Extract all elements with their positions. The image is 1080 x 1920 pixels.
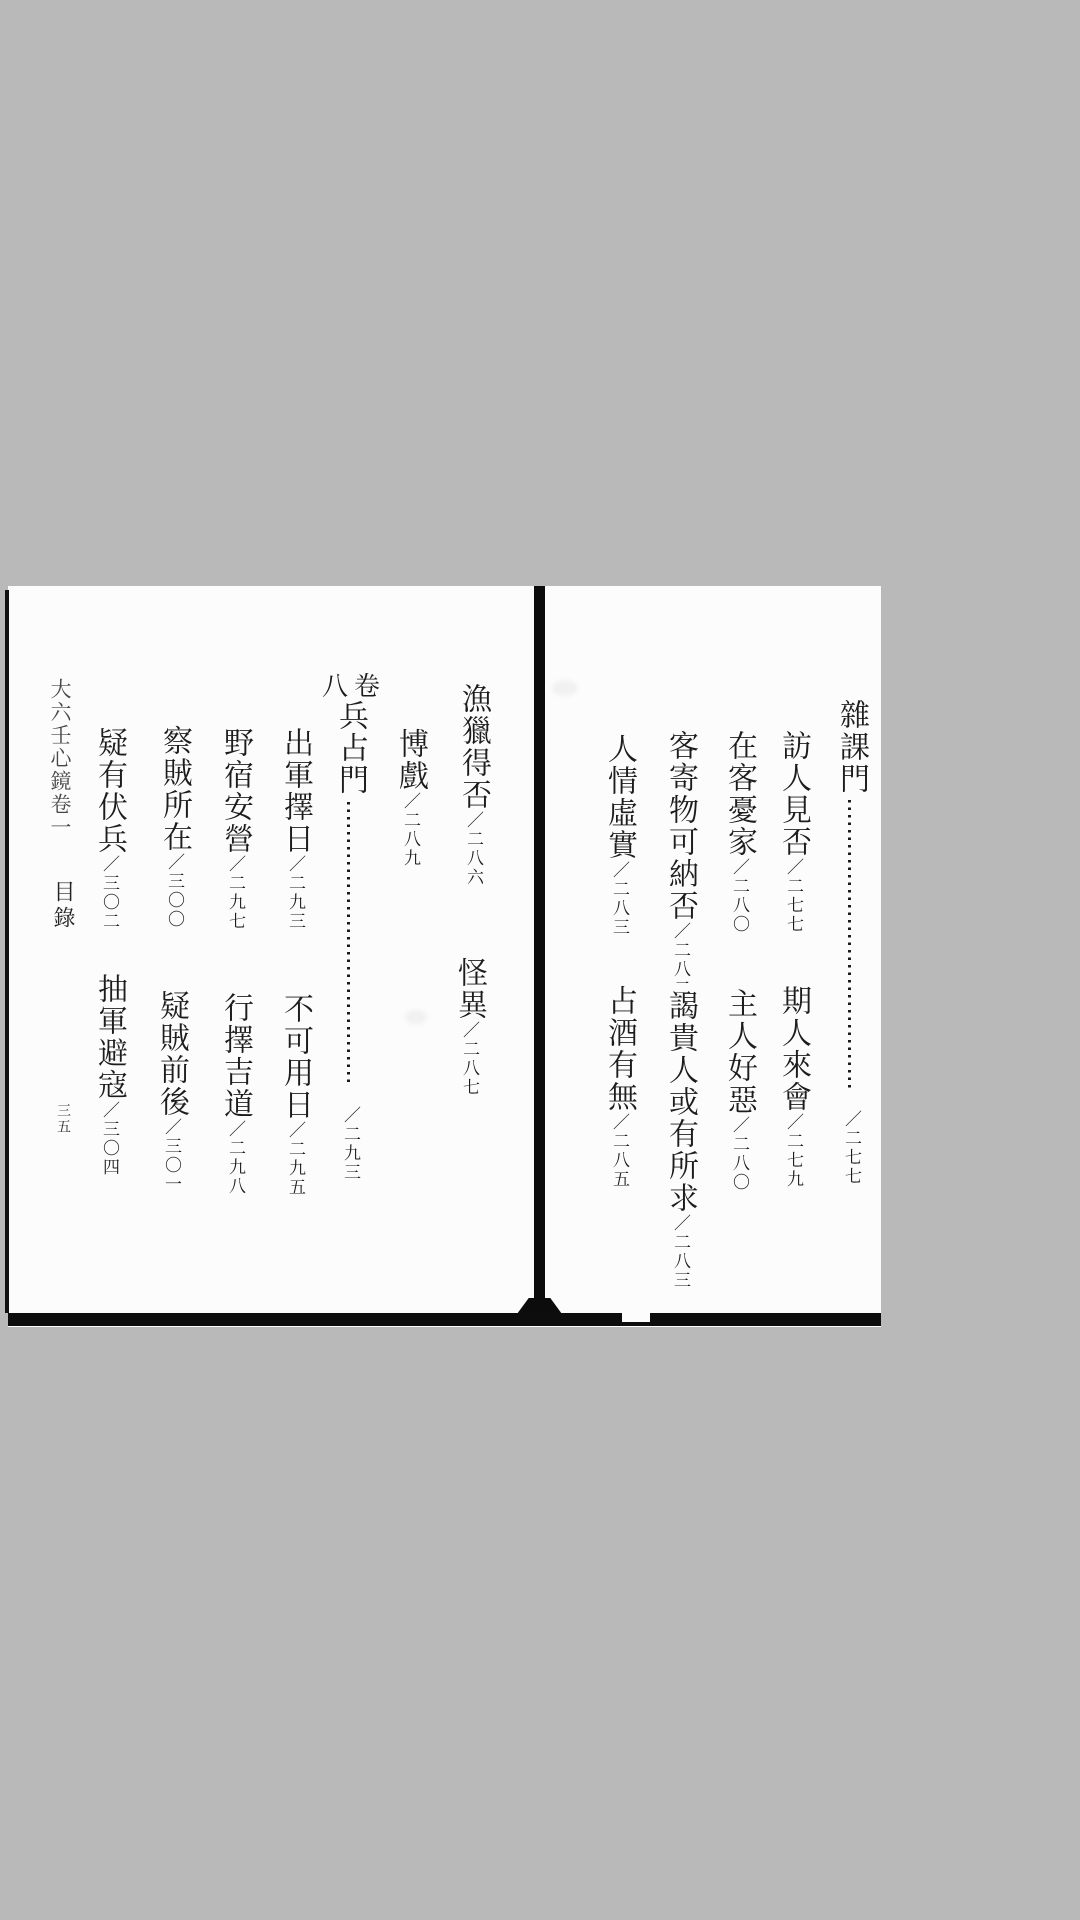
page-ref: ／二九五 bbox=[286, 1121, 305, 1197]
section-title-text: 雜課門 bbox=[835, 699, 868, 795]
page-ref: ／三〇二 bbox=[100, 855, 119, 931]
page-ref: ／二八〇 bbox=[730, 1116, 749, 1192]
toc-entry: 察賊所在／三〇〇 bbox=[158, 725, 191, 929]
toc-entry: 疑賊前後／三〇一 bbox=[155, 990, 188, 1194]
paper-smudge bbox=[405, 1010, 427, 1024]
book-title: 大六壬心鏡卷一 bbox=[48, 678, 72, 839]
toc-entry: 主人好惡／二八〇 bbox=[723, 988, 756, 1192]
toc-entry: 出軍擇日／二九三 bbox=[279, 727, 312, 931]
toc-heading: 目錄 bbox=[51, 880, 76, 932]
toc-entry: 野宿安營／二九七 bbox=[219, 727, 252, 931]
page-ref: ／二八五 bbox=[610, 1113, 629, 1189]
page-ref: ／二九八 bbox=[226, 1120, 245, 1196]
dotted-leader bbox=[848, 800, 851, 1090]
page-ref: ／二九三 bbox=[286, 855, 305, 931]
toc-entry: 博戲／二八九 bbox=[394, 728, 427, 868]
toc-entry: 疑有伏兵／三〇二 bbox=[93, 727, 126, 931]
page-ref: ／二七七 bbox=[842, 1110, 861, 1186]
page-ref: ／二八七 bbox=[460, 1021, 479, 1097]
page-ref: ／二九七 bbox=[226, 855, 245, 931]
paper-smudge bbox=[552, 680, 578, 696]
page-gutter bbox=[534, 586, 545, 1313]
toc-section-title bbox=[834, 699, 868, 795]
page-ref: ／二七七 bbox=[784, 858, 803, 934]
toc-section-title bbox=[333, 700, 367, 796]
toc-entry: 人情虛實／二八三 bbox=[603, 733, 636, 937]
page-ref: ／二九三 bbox=[341, 1106, 360, 1182]
toc-entry: 怪異／二八七 bbox=[453, 957, 486, 1097]
toc-entry: 在客憂家／二八〇 bbox=[723, 730, 756, 934]
page-bottom-edge bbox=[8, 1313, 881, 1326]
page-ref: ／二八九 bbox=[401, 792, 420, 868]
volume-label: 八卷 bbox=[322, 672, 387, 701]
page-ref: ／二八二 bbox=[671, 922, 690, 998]
toc-entry: 行擇吉道／二九八 bbox=[219, 992, 252, 1196]
page-ref: ／三〇〇 bbox=[165, 853, 184, 929]
page-ref: ／三〇四 bbox=[100, 1101, 119, 1177]
section-title-text: 兵占門 bbox=[334, 700, 367, 796]
page-left-edge bbox=[5, 590, 9, 1313]
toc-entry: 訪人見否／二七七 bbox=[777, 730, 810, 934]
toc-entry: 漁獵得否／二八六 bbox=[457, 683, 490, 887]
toc-entry: 占酒有無／二八五 bbox=[603, 985, 636, 1189]
page-ref: ／二八〇 bbox=[730, 858, 749, 934]
page-ref: ／三〇一 bbox=[162, 1118, 181, 1194]
toc-entry: 期人來會／二七九 bbox=[777, 985, 810, 1189]
folio-number: 三五 bbox=[55, 1103, 70, 1135]
toc-entry: 客寄物可納否／二八二 bbox=[664, 730, 697, 998]
page-ref: ／二八三 bbox=[610, 861, 629, 937]
page-bottom-edge-gap bbox=[622, 1313, 650, 1322]
page-spread bbox=[8, 586, 881, 1327]
page-ref: ／二八三 bbox=[671, 1214, 690, 1290]
page-ref: ／二八六 bbox=[464, 811, 483, 887]
toc-entry: 抽軍避寇／三〇四 bbox=[93, 973, 126, 1177]
toc-entry: 謁貴人或有所求／二八三 bbox=[664, 990, 697, 1290]
dotted-leader bbox=[347, 802, 350, 1086]
toc-entry: 不可用日／二九五 bbox=[279, 993, 312, 1197]
page-ref: ／二七九 bbox=[784, 1113, 803, 1189]
